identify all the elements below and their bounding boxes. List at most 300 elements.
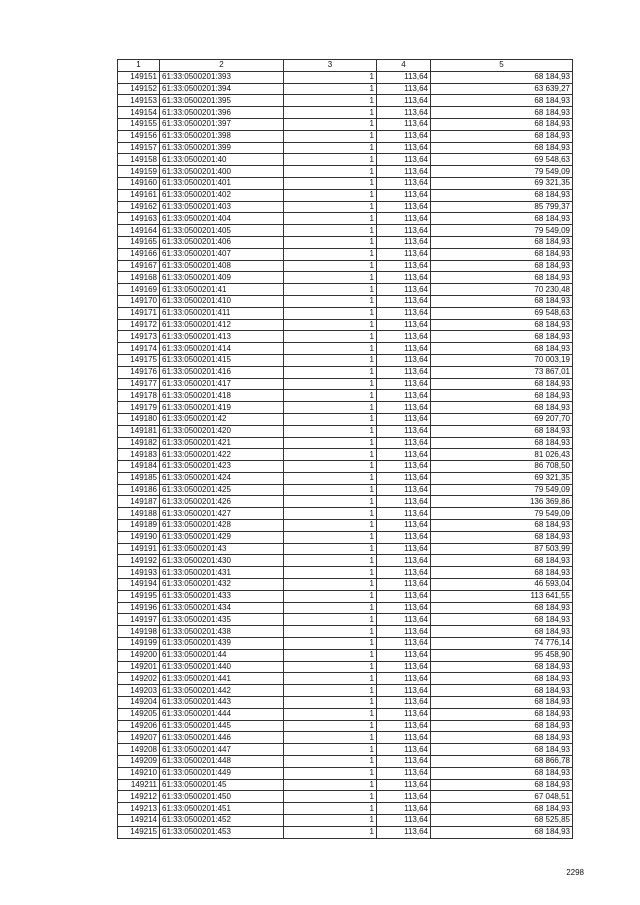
- row-index-cell: 149160: [118, 177, 160, 189]
- value-cell: 79 549,09: [431, 484, 573, 496]
- table-row: [118, 319, 573, 331]
- row-index-cell: 149175: [118, 354, 160, 366]
- cadastral-number-cell: 61:33:0500201:417: [160, 378, 284, 390]
- count-cell: 1: [284, 472, 377, 484]
- value-cell: 68 184,93: [431, 437, 573, 449]
- row-index-cell: 149195: [118, 590, 160, 602]
- value-cell: 63 639,27: [431, 83, 573, 95]
- page-number: 2298: [566, 868, 584, 877]
- count-cell: 1: [284, 590, 377, 602]
- area-cell: 113,64: [377, 437, 431, 449]
- area-cell: 113,64: [377, 284, 431, 296]
- area-cell: 113,64: [377, 472, 431, 484]
- table-row: [118, 142, 573, 154]
- value-cell: 68 184,93: [431, 71, 573, 83]
- area-cell: 113,64: [377, 95, 431, 107]
- table-row: [118, 107, 573, 119]
- table-row: [118, 366, 573, 378]
- table-row: [118, 826, 573, 838]
- row-index-cell: 149158: [118, 154, 160, 166]
- area-cell: 113,64: [377, 201, 431, 213]
- count-cell: 1: [284, 756, 377, 768]
- cadastral-number-cell: 61:33:0500201:410: [160, 295, 284, 307]
- area-cell: 113,64: [377, 614, 431, 626]
- area-cell: 113,64: [377, 319, 431, 331]
- cadastral-number-cell: 61:33:0500201:403: [160, 201, 284, 213]
- row-index-cell: 149215: [118, 826, 160, 838]
- value-cell: 68 184,93: [431, 142, 573, 154]
- value-cell: 81 026,43: [431, 449, 573, 461]
- table-row: [118, 779, 573, 791]
- cadastral-number-cell: 61:33:0500201:451: [160, 803, 284, 815]
- value-cell: 68 184,93: [431, 118, 573, 130]
- area-cell: 113,64: [377, 331, 431, 343]
- value-cell: 68 184,93: [431, 236, 573, 248]
- value-cell: 70 230,48: [431, 284, 573, 296]
- table-row: [118, 248, 573, 260]
- table-row: [118, 83, 573, 95]
- area-cell: 113,64: [377, 177, 431, 189]
- cadastral-number-cell: 61:33:0500201:428: [160, 520, 284, 532]
- cadastral-number-cell: 61:33:0500201:411: [160, 307, 284, 319]
- table-row: [118, 484, 573, 496]
- area-cell: 113,64: [377, 71, 431, 83]
- table-row: [118, 602, 573, 614]
- count-cell: 1: [284, 791, 377, 803]
- value-cell: 74 776,14: [431, 638, 573, 650]
- area-cell: 113,64: [377, 166, 431, 178]
- value-cell: 68 184,93: [431, 602, 573, 614]
- row-index-cell: 149194: [118, 579, 160, 591]
- value-cell: 68 184,93: [431, 402, 573, 414]
- cadastral-number-cell: 61:33:0500201:420: [160, 425, 284, 437]
- row-index-cell: 149197: [118, 614, 160, 626]
- count-cell: 1: [284, 177, 377, 189]
- table-row: [118, 732, 573, 744]
- row-index-cell: 149169: [118, 284, 160, 296]
- row-index-cell: 149198: [118, 626, 160, 638]
- cadastral-number-cell: 61:33:0500201:398: [160, 130, 284, 142]
- count-cell: 1: [284, 708, 377, 720]
- cadastral-number-cell: 61:33:0500201:427: [160, 508, 284, 520]
- cadastral-number-cell: 61:33:0500201:393: [160, 71, 284, 83]
- count-cell: 1: [284, 213, 377, 225]
- table-row: [118, 449, 573, 461]
- value-cell: 68 184,93: [431, 685, 573, 697]
- cadastral-number-cell: 61:33:0500201:424: [160, 472, 284, 484]
- count-cell: 1: [284, 248, 377, 260]
- value-cell: 69 321,35: [431, 472, 573, 484]
- cadastral-number-cell: 61:33:0500201:405: [160, 225, 284, 237]
- cadastral-number-cell: 61:33:0500201:42: [160, 413, 284, 425]
- value-cell: 68 866,78: [431, 756, 573, 768]
- table-row: [118, 744, 573, 756]
- cadastral-number-cell: 61:33:0500201:452: [160, 815, 284, 827]
- table-row: [118, 803, 573, 815]
- table-row: [118, 697, 573, 709]
- area-cell: 113,64: [377, 354, 431, 366]
- table-row: [118, 260, 573, 272]
- count-cell: 1: [284, 225, 377, 237]
- value-cell: 69 548,63: [431, 307, 573, 319]
- count-cell: 1: [284, 815, 377, 827]
- cadastral-number-cell: 61:33:0500201:396: [160, 107, 284, 119]
- table-row: [118, 71, 573, 83]
- row-index-cell: 149153: [118, 95, 160, 107]
- count-cell: 1: [284, 166, 377, 178]
- cadastral-number-cell: 61:33:0500201:407: [160, 248, 284, 260]
- area-cell: 113,64: [377, 803, 431, 815]
- value-cell: 87 503,99: [431, 543, 573, 555]
- row-index-cell: 149188: [118, 508, 160, 520]
- cadastral-number-cell: 61:33:0500201:401: [160, 177, 284, 189]
- area-cell: 113,64: [377, 826, 431, 838]
- count-cell: 1: [284, 402, 377, 414]
- count-cell: 1: [284, 154, 377, 166]
- value-cell: 68 184,93: [431, 95, 573, 107]
- value-cell: 68 184,93: [431, 213, 573, 225]
- table-row: [118, 236, 573, 248]
- cadastral-number-cell: 61:33:0500201:414: [160, 343, 284, 355]
- value-cell: 86 708,50: [431, 461, 573, 473]
- header-col-3: 3: [284, 60, 377, 72]
- value-cell: 68 184,93: [431, 555, 573, 567]
- area-cell: 113,64: [377, 425, 431, 437]
- area-cell: 113,64: [377, 390, 431, 402]
- area-cell: 113,64: [377, 649, 431, 661]
- table-row: [118, 390, 573, 402]
- area-cell: 113,64: [377, 708, 431, 720]
- table-row: [118, 649, 573, 661]
- area-cell: 113,64: [377, 626, 431, 638]
- count-cell: 1: [284, 602, 377, 614]
- count-cell: 1: [284, 567, 377, 579]
- count-cell: 1: [284, 508, 377, 520]
- row-index-cell: 149159: [118, 166, 160, 178]
- row-index-cell: 149191: [118, 543, 160, 555]
- count-cell: 1: [284, 520, 377, 532]
- row-index-cell: 149186: [118, 484, 160, 496]
- count-cell: 1: [284, 449, 377, 461]
- table-row: [118, 213, 573, 225]
- area-cell: 113,64: [377, 118, 431, 130]
- row-index-cell: 149173: [118, 331, 160, 343]
- count-cell: 1: [284, 732, 377, 744]
- value-cell: 69 548,63: [431, 154, 573, 166]
- table-row: [118, 413, 573, 425]
- cadastral-number-cell: 61:33:0500201:404: [160, 213, 284, 225]
- area-cell: 113,64: [377, 720, 431, 732]
- cadastral-number-cell: 61:33:0500201:442: [160, 685, 284, 697]
- row-index-cell: 149154: [118, 107, 160, 119]
- cadastral-number-cell: 61:33:0500201:435: [160, 614, 284, 626]
- count-cell: 1: [284, 673, 377, 685]
- cadastral-number-cell: 61:33:0500201:444: [160, 708, 284, 720]
- row-index-cell: 149189: [118, 520, 160, 532]
- table-row: [118, 189, 573, 201]
- table-row: [118, 756, 573, 768]
- area-cell: 113,64: [377, 378, 431, 390]
- area-cell: 113,64: [377, 661, 431, 673]
- area-cell: 113,64: [377, 307, 431, 319]
- table-row: [118, 295, 573, 307]
- row-index-cell: 149206: [118, 720, 160, 732]
- value-cell: 68 184,93: [431, 295, 573, 307]
- count-cell: 1: [284, 71, 377, 83]
- count-cell: 1: [284, 343, 377, 355]
- value-cell: 68 184,93: [431, 343, 573, 355]
- count-cell: 1: [284, 413, 377, 425]
- row-index-cell: 149196: [118, 602, 160, 614]
- count-cell: 1: [284, 260, 377, 272]
- cadastral-number-cell: 61:33:0500201:406: [160, 236, 284, 248]
- count-cell: 1: [284, 649, 377, 661]
- cadastral-number-cell: 61:33:0500201:430: [160, 555, 284, 567]
- table-row: [118, 402, 573, 414]
- cadastral-number-cell: 61:33:0500201:449: [160, 767, 284, 779]
- cadastral-number-cell: 61:33:0500201:395: [160, 95, 284, 107]
- row-index-cell: 149161: [118, 189, 160, 201]
- value-cell: 79 549,09: [431, 166, 573, 178]
- table-row: [118, 378, 573, 390]
- count-cell: 1: [284, 555, 377, 567]
- count-cell: 1: [284, 319, 377, 331]
- table-row: [118, 708, 573, 720]
- row-index-cell: 149167: [118, 260, 160, 272]
- count-cell: 1: [284, 378, 377, 390]
- row-index-cell: 149200: [118, 649, 160, 661]
- cadastral-number-cell: 61:33:0500201:40: [160, 154, 284, 166]
- area-cell: 113,64: [377, 130, 431, 142]
- row-index-cell: 149181: [118, 425, 160, 437]
- area-cell: 113,64: [377, 815, 431, 827]
- count-cell: 1: [284, 744, 377, 756]
- value-cell: 68 184,93: [431, 390, 573, 402]
- header-col-5: 5: [431, 60, 573, 72]
- table-row: [118, 567, 573, 579]
- area-cell: 113,64: [377, 791, 431, 803]
- area-cell: 113,64: [377, 189, 431, 201]
- table-row: [118, 555, 573, 567]
- area-cell: 113,64: [377, 366, 431, 378]
- value-cell: 68 184,93: [431, 520, 573, 532]
- table-row: [118, 118, 573, 130]
- area-cell: 113,64: [377, 154, 431, 166]
- cadastral-number-cell: 61:33:0500201:45: [160, 779, 284, 791]
- cadastral-number-cell: 61:33:0500201:445: [160, 720, 284, 732]
- cadastral-number-cell: 61:33:0500201:399: [160, 142, 284, 154]
- area-cell: 113,64: [377, 543, 431, 555]
- row-index-cell: 149152: [118, 83, 160, 95]
- table-row: [118, 272, 573, 284]
- row-index-cell: 149178: [118, 390, 160, 402]
- area-cell: 113,64: [377, 508, 431, 520]
- count-cell: 1: [284, 272, 377, 284]
- row-index-cell: 149174: [118, 343, 160, 355]
- value-cell: 68 184,93: [431, 720, 573, 732]
- value-cell: 85 799,37: [431, 201, 573, 213]
- count-cell: 1: [284, 826, 377, 838]
- area-cell: 113,64: [377, 83, 431, 95]
- area-cell: 113,64: [377, 697, 431, 709]
- table-row: [118, 673, 573, 685]
- row-index-cell: 149182: [118, 437, 160, 449]
- row-index-cell: 149187: [118, 496, 160, 508]
- table-row: [118, 520, 573, 532]
- value-cell: 68 184,93: [431, 661, 573, 673]
- count-cell: 1: [284, 720, 377, 732]
- data-table-container: [117, 59, 573, 839]
- cadastral-number-cell: 61:33:0500201:415: [160, 354, 284, 366]
- table-row: [118, 225, 573, 237]
- table-row: [118, 614, 573, 626]
- table-row: [118, 590, 573, 602]
- value-cell: 68 184,93: [431, 319, 573, 331]
- cadastral-number-cell: 61:33:0500201:421: [160, 437, 284, 449]
- count-cell: 1: [284, 390, 377, 402]
- table-body: [118, 71, 573, 838]
- value-cell: 68 184,93: [431, 779, 573, 791]
- value-cell: 68 184,93: [431, 614, 573, 626]
- value-cell: 79 549,09: [431, 225, 573, 237]
- value-cell: 68 184,93: [431, 331, 573, 343]
- row-index-cell: 149202: [118, 673, 160, 685]
- header-row: [118, 60, 573, 72]
- area-cell: 113,64: [377, 107, 431, 119]
- count-cell: 1: [284, 437, 377, 449]
- table-row: [118, 331, 573, 343]
- area-cell: 113,64: [377, 213, 431, 225]
- header-col-2: 2: [160, 60, 284, 72]
- value-cell: 68 184,93: [431, 673, 573, 685]
- row-index-cell: 149193: [118, 567, 160, 579]
- value-cell: 95 458,90: [431, 649, 573, 661]
- value-cell: 68 184,93: [431, 697, 573, 709]
- row-index-cell: 149210: [118, 767, 160, 779]
- area-cell: 113,64: [377, 567, 431, 579]
- area-cell: 113,64: [377, 767, 431, 779]
- cadastral-number-cell: 61:33:0500201:41: [160, 284, 284, 296]
- row-index-cell: 149179: [118, 402, 160, 414]
- data-table: [117, 59, 573, 839]
- area-cell: 113,64: [377, 413, 431, 425]
- cadastral-number-cell: 61:33:0500201:432: [160, 579, 284, 591]
- value-cell: 136 369,86: [431, 496, 573, 508]
- cadastral-number-cell: 61:33:0500201:43: [160, 543, 284, 555]
- row-index-cell: 149205: [118, 708, 160, 720]
- table-row: [118, 626, 573, 638]
- header-col-1: 1: [118, 60, 160, 72]
- count-cell: 1: [284, 697, 377, 709]
- row-index-cell: 149207: [118, 732, 160, 744]
- row-index-cell: 149204: [118, 697, 160, 709]
- cadastral-number-cell: 61:33:0500201:416: [160, 366, 284, 378]
- area-cell: 113,64: [377, 673, 431, 685]
- table-row: [118, 425, 573, 437]
- table-row: [118, 354, 573, 366]
- area-cell: 113,64: [377, 496, 431, 508]
- table-row: [118, 767, 573, 779]
- area-cell: 113,64: [377, 602, 431, 614]
- row-index-cell: 149209: [118, 756, 160, 768]
- value-cell: 68 184,93: [431, 531, 573, 543]
- cadastral-number-cell: 61:33:0500201:394: [160, 83, 284, 95]
- row-index-cell: 149177: [118, 378, 160, 390]
- table-row: [118, 95, 573, 107]
- value-cell: 68 184,93: [431, 708, 573, 720]
- cadastral-number-cell: 61:33:0500201:412: [160, 319, 284, 331]
- value-cell: 68 184,93: [431, 803, 573, 815]
- row-index-cell: 149165: [118, 236, 160, 248]
- area-cell: 113,64: [377, 638, 431, 650]
- cadastral-number-cell: 61:33:0500201:400: [160, 166, 284, 178]
- value-cell: 68 184,93: [431, 744, 573, 756]
- row-index-cell: 149184: [118, 461, 160, 473]
- cadastral-number-cell: 61:33:0500201:446: [160, 732, 284, 744]
- table-row: [118, 307, 573, 319]
- row-index-cell: 149192: [118, 555, 160, 567]
- table-row: [118, 685, 573, 697]
- area-cell: 113,64: [377, 260, 431, 272]
- row-index-cell: 149203: [118, 685, 160, 697]
- cadastral-number-cell: 61:33:0500201:450: [160, 791, 284, 803]
- cadastral-number-cell: 61:33:0500201:431: [160, 567, 284, 579]
- value-cell: 68 184,93: [431, 272, 573, 284]
- value-cell: 68 184,93: [431, 130, 573, 142]
- count-cell: 1: [284, 543, 377, 555]
- value-cell: 67 048,51: [431, 791, 573, 803]
- table-row: [118, 543, 573, 555]
- row-index-cell: 149164: [118, 225, 160, 237]
- area-cell: 113,64: [377, 484, 431, 496]
- table-row: [118, 461, 573, 473]
- count-cell: 1: [284, 201, 377, 213]
- count-cell: 1: [284, 614, 377, 626]
- count-cell: 1: [284, 767, 377, 779]
- row-index-cell: 149170: [118, 295, 160, 307]
- table-row: [118, 720, 573, 732]
- count-cell: 1: [284, 579, 377, 591]
- row-index-cell: 149176: [118, 366, 160, 378]
- value-cell: 68 184,93: [431, 826, 573, 838]
- count-cell: 1: [284, 638, 377, 650]
- area-cell: 113,64: [377, 343, 431, 355]
- cadastral-number-cell: 61:33:0500201:44: [160, 649, 284, 661]
- count-cell: 1: [284, 461, 377, 473]
- row-index-cell: 149211: [118, 779, 160, 791]
- value-cell: 68 184,93: [431, 567, 573, 579]
- row-index-cell: 149185: [118, 472, 160, 484]
- cadastral-number-cell: 61:33:0500201:439: [160, 638, 284, 650]
- row-index-cell: 149155: [118, 118, 160, 130]
- area-cell: 113,64: [377, 461, 431, 473]
- area-cell: 113,64: [377, 590, 431, 602]
- count-cell: 1: [284, 685, 377, 697]
- cadastral-number-cell: 61:33:0500201:433: [160, 590, 284, 602]
- area-cell: 113,64: [377, 402, 431, 414]
- count-cell: 1: [284, 496, 377, 508]
- table-row: [118, 130, 573, 142]
- cadastral-number-cell: 61:33:0500201:419: [160, 402, 284, 414]
- row-index-cell: 149166: [118, 248, 160, 260]
- row-index-cell: 149199: [118, 638, 160, 650]
- area-cell: 113,64: [377, 272, 431, 284]
- count-cell: 1: [284, 189, 377, 201]
- count-cell: 1: [284, 661, 377, 673]
- count-cell: 1: [284, 236, 377, 248]
- cadastral-number-cell: 61:33:0500201:429: [160, 531, 284, 543]
- cadastral-number-cell: 61:33:0500201:434: [160, 602, 284, 614]
